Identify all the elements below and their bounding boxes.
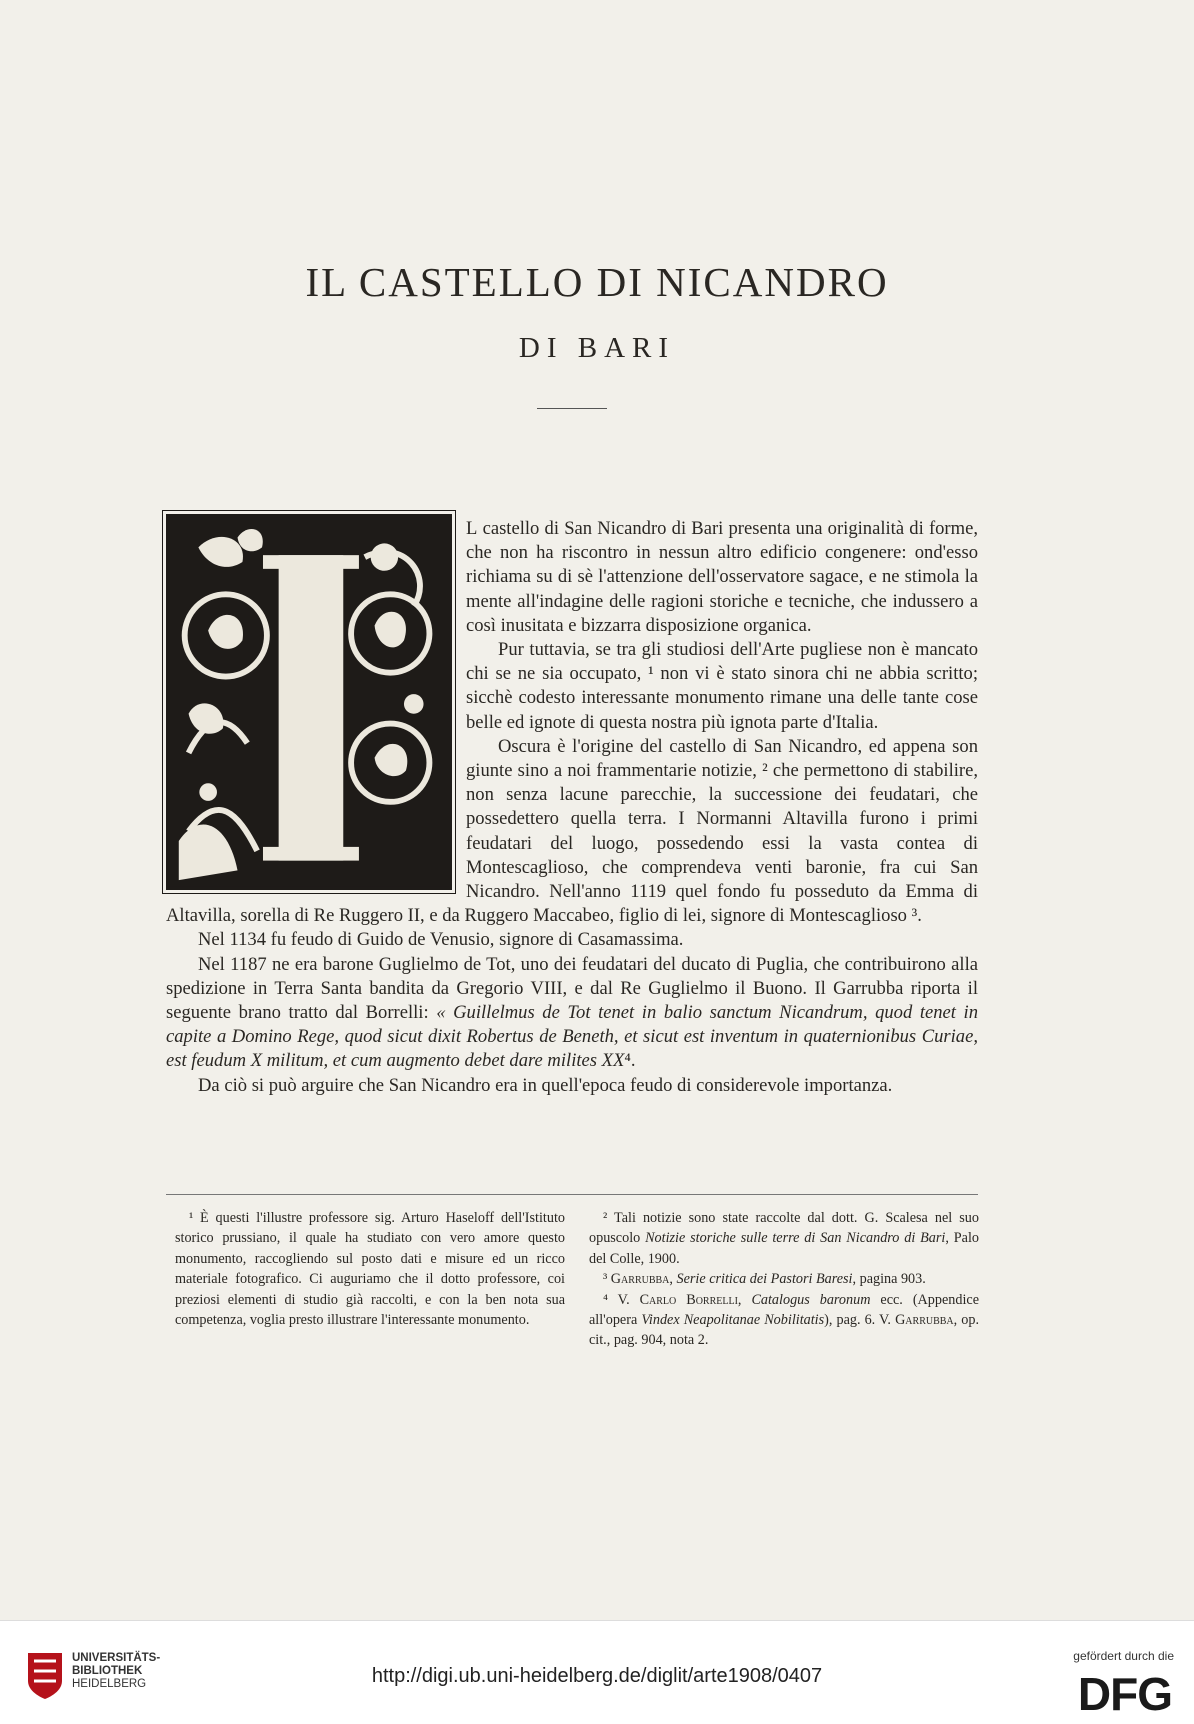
footnote-1: ¹ È questi l'illustre professore sig. Arturo Haseloff dell'Istituto storico prussiano, il quale ha studiato con vero amore questo monumento, raccogliendo sul posto dati e misure ed un ricco materiale fotografico. Ci auguriamo che il dotto professore, coi preziosi elementi di studio già raccolti, e con la ben nota sua competenza, voglia presto illustrare l'interessante monumento. — [175, 1210, 565, 1329]
document-url-link[interactable]: http://digi.ub.uni-heidelberg.de/diglit/arte1908/0407 — [371, 1665, 823, 1687]
footnotes-right-column — [589, 1208, 979, 1351]
paragraph-4: Nel 1134 fu feudo di Guido de Venusio, signore di Casamassima. — [198, 929, 684, 951]
quote-footnote-ref: ⁴. — [624, 1050, 636, 1072]
footnote-2: ² Tali notizie sono state raccolte dal dott. G. Scalesa nel suo opuscolo Notizie storiche sulle terre di San Nicandro di Bari, Palo del Colle, 1900. — [589, 1210, 979, 1267]
viewer-footer — [0, 1620, 1194, 1724]
title-divider — [537, 408, 607, 409]
article-title: IL CASTELLO DI NICANDRO — [305, 259, 889, 305]
ornament-initial-icon — [169, 517, 449, 887]
paragraph-3: Oscura è l'origine del castello di San Nicandro, ed appena son giunte sino a noi frammentarie notizie, ² che permettono di stabilire, non senza lacune parecchie, la successione dei feudatari, che possedettero quella terra. I Normanni Altavilla furono i primi feudatari del luogo, possedendo essi la vasta contea di Montescaglioso, che comprendeva venti baronie, fra cui San Nicandro. Nell'anno 1119 quel fondo fu posseduto da Emma di Altavilla, sorella di Re Ruggero II, e da Ruggero Maccabeo, figlio di lei, signore di Montescaglioso ³. — [166, 735, 978, 927]
paragraph-6: Da ciò si può arguire che San Nicandro era in quell'epoca feudo di considerevole importanza. — [198, 1074, 893, 1096]
decorated-initial-letter — [166, 514, 452, 890]
initial-continuation: L — [466, 518, 478, 539]
paragraph-2: Pur tuttavia, se tra gli studiosi dell'Arte pugliese non è mancato chi se ne sia occupato, ¹ non vi è stato sinora chi ne abbia scritto; sicchè codesto interessante monumento rimane una delle tante cose belle ed ignote di questa nostra più ignota parte d'Italia. — [466, 639, 978, 733]
university-library-name: UNIVERSITÄTS- BIBLIOTHEK HEIDELBERG — [72, 1652, 161, 1690]
funding-label: gefördert durch die — [1073, 1649, 1174, 1663]
footnotes-left-column — [175, 1208, 565, 1330]
paragraph-5-text: Nel 1187 ne era barone Guglielmo de Tot, uno dei feudatari del ducato di Puglia, che contribuirono alla spedizione in Terra Santa bandita da Gregorio VIII, e dal Re Guglielmo il Buono. Il Garrubba riporta il seguente brano tratto dal Borrelli: — [166, 953, 978, 1024]
footnote-4: ⁴ V. Carlo Borrelli, Catalogus baronum ecc. (Appendice all'opera Vindex Neapolitanae Nobilitatis), pag. 6. V. Garrubba, op. cit., pag. 904, nota 2. — [589, 1291, 980, 1349]
footnote-divider — [166, 1194, 978, 1195]
paragraph-5 — [166, 953, 978, 1074]
article-body — [166, 517, 978, 1098]
footnote-3: ³ Garrubba, Serie critica dei Pastori Baresi, pagina 903. — [603, 1271, 926, 1288]
dfg-logo: DFG — [1077, 1668, 1172, 1720]
latin-quote: « Guillelmus de Tot tenet in balio sanctum Nicandrum, quod tenet in capite a Domino Rege, quod sicut dixit Robertus de Beneth, et sicut est inventum in quaternionibus Curiae, est feudum X militum, et cum augmento debet dare milites XX — [166, 1002, 979, 1072]
paragraph-1-text: castello di San Nicandro di Bari presenta una originalità di forme, che non ha riscontro in nessun altro edificio congenere: ond'esso richiama su di sè l'attenzione dell'osservatore sagace, e ne stimola la mente all'indagine delle ragioni storiche e tecniche, che indussero a così inusitata e bizzarra disposizione organica. — [466, 518, 978, 636]
article-subtitle: DI BARI — [518, 332, 676, 364]
